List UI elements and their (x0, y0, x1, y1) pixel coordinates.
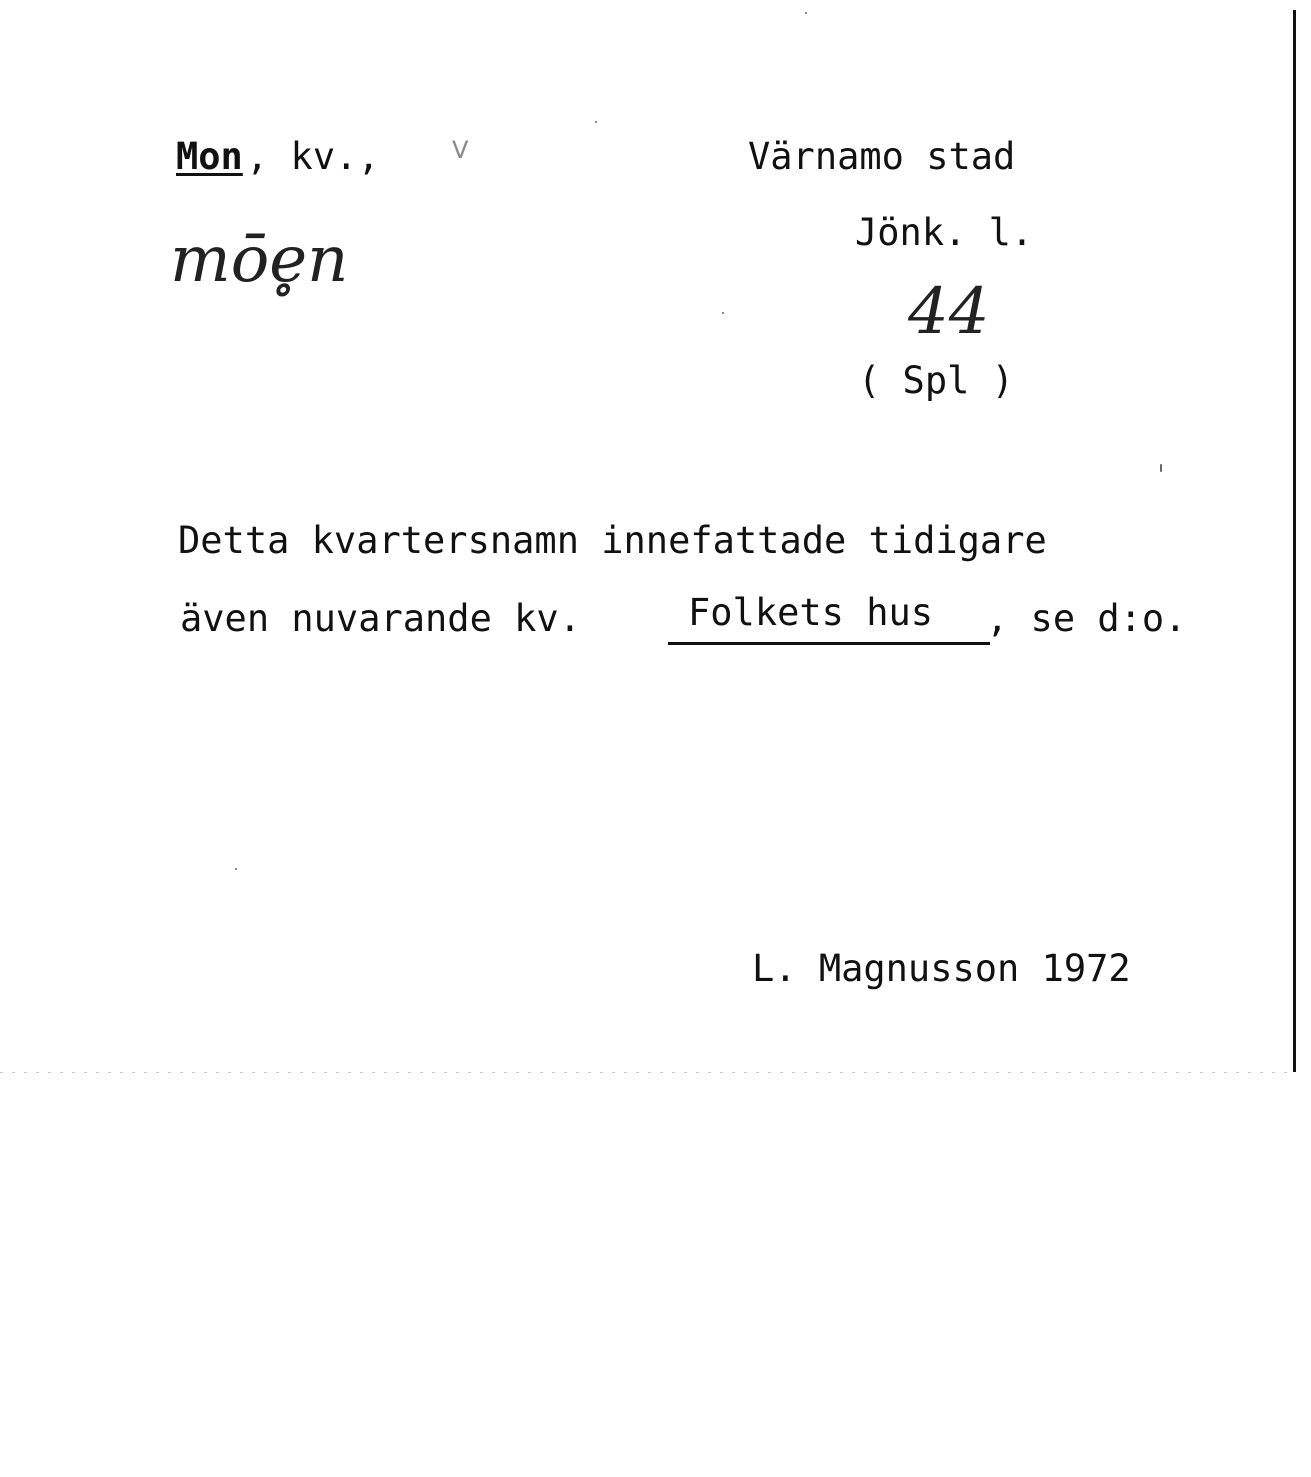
handwritten-pronunciation: mōe̥n (170, 223, 349, 297)
handwritten-number: 44 (908, 275, 990, 349)
headword: Mon (176, 135, 243, 178)
body-line-2-end: , se d:o. (986, 597, 1187, 640)
signature: L. Magnusson 1972 (752, 947, 1131, 990)
source-abbreviation: ( Spl ) (858, 359, 1014, 402)
scan-speck (235, 868, 237, 870)
scan-speck (595, 121, 597, 123)
body-line-1: Detta kvartersnamn innefattade tidigare (178, 519, 1047, 562)
county-name: Jönk. l. (855, 211, 1034, 254)
card-bottom-edge (0, 1072, 1296, 1073)
scan-speck (722, 312, 724, 314)
scan-speck (1160, 464, 1162, 472)
body-line-2-start: även nuvarande kv. (180, 597, 581, 640)
headword-suffix: , kv., (246, 135, 380, 178)
card-right-edge (1293, 10, 1296, 1072)
place-name: Värnamo stad (748, 135, 1016, 178)
cross-reference-folkets-hus: Folkets hus (688, 591, 934, 634)
check-mark: V (452, 136, 469, 164)
scan-speck (805, 12, 807, 14)
cross-reference-underline (668, 642, 990, 645)
